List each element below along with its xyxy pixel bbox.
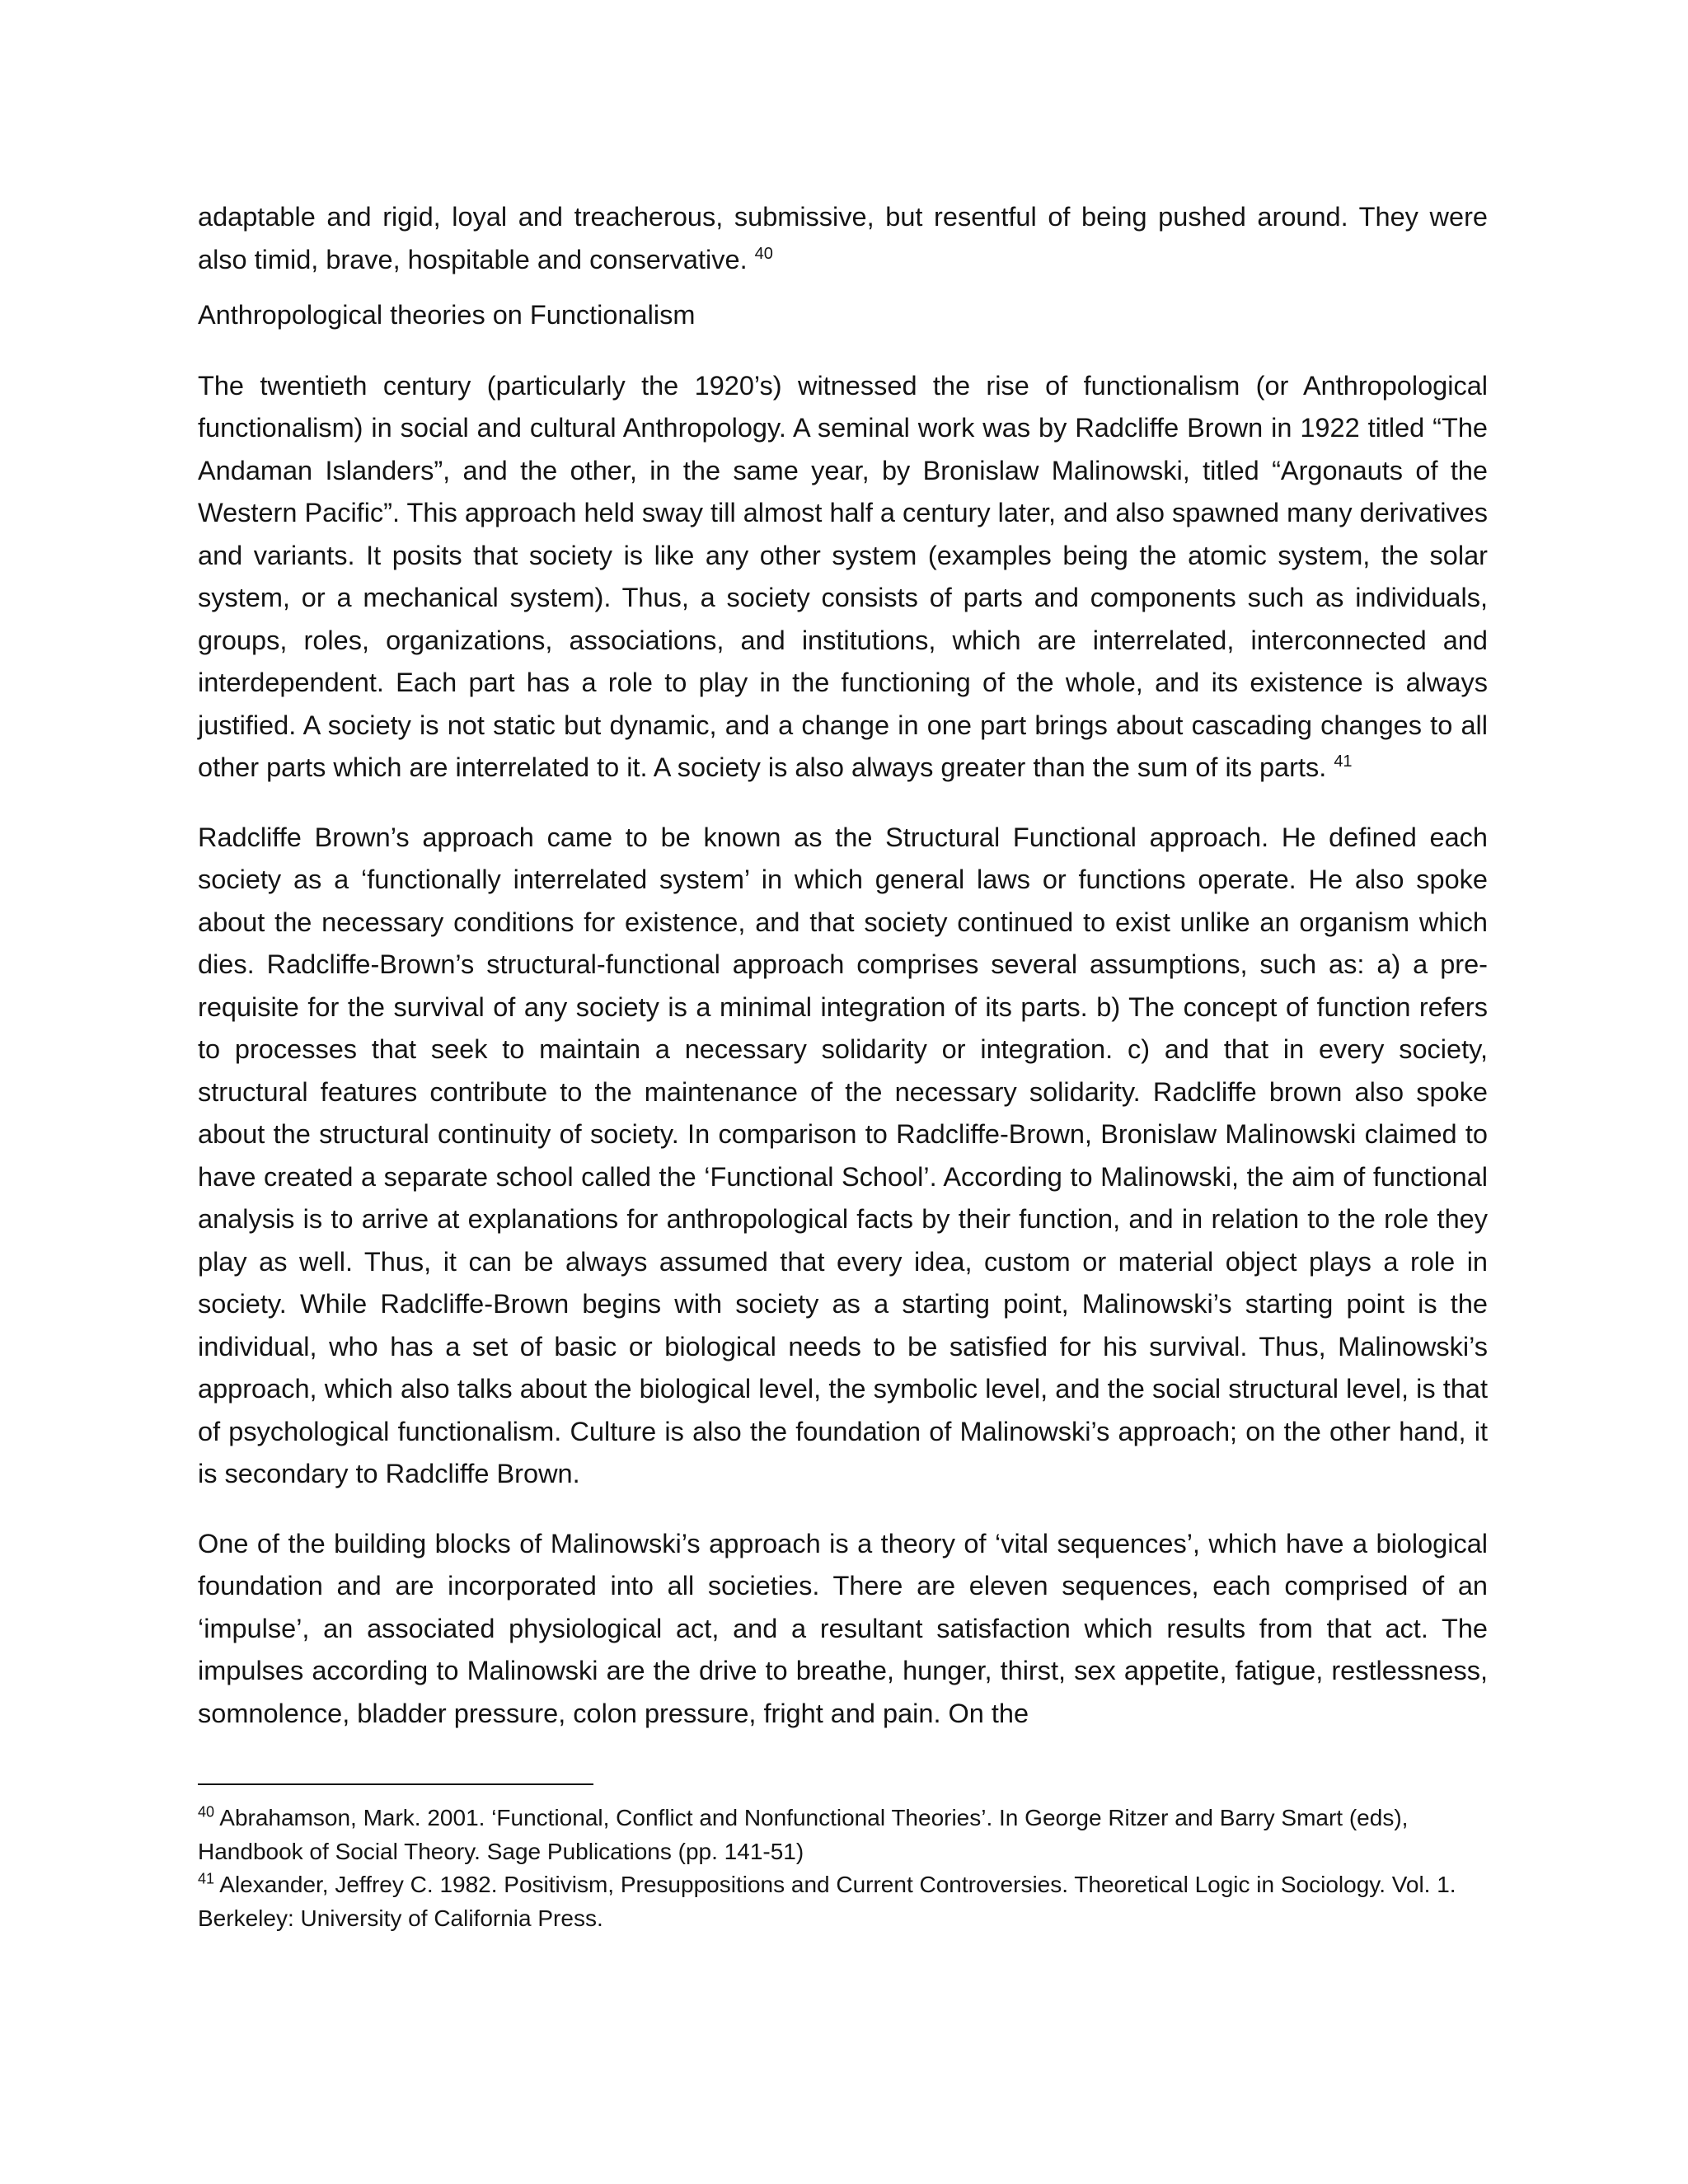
continued-paragraph (198, 196, 1488, 281)
footnote-number: 40 (198, 1803, 215, 1821)
paragraph-text: One of the building blocks of Malinowski’s approach is a theory of ‘vital sequences’, which have a biological foundation and are incorporated into all societies. There are eleven sequences, each comprised of an ‘impulse’, an associated physiological act, and a resultant satisfaction which results from that act. The impulses according to Malinowski are the drive to breathe, hunger, thirst, sex appetite, fatigue, restlessness, somnolence, bladder pressure, colon pressure, fright and pain. On the (198, 1528, 1488, 1728)
document-body (198, 196, 1488, 1762)
paragraph-functionalism-intro (198, 365, 1488, 790)
section-heading: Anthropological theories on Functionalism (198, 300, 696, 330)
footnotes-section (198, 1783, 1488, 1935)
footnote-text: Alexander, Jeffrey C. 1982. Positivism, Presuppositions and Current Controversies. Theoretical Logic in Sociology. Vol. 1. Berkeley: University of California Press. (198, 1872, 1456, 1931)
paragraph-text: adaptable and rigid, loyal and treacherous, submissive, but resentful of being pushed around. They were also timid, brave, hospitable and conservative. (198, 202, 1488, 274)
paragraph-text: The twentieth century (particularly the 1920’s) witnessed the rise of functionalism (or Anthropological functionalism) in social and cultural Anthropology. A seminal work was by Radcliffe Brown in 1922 titled “The Andaman Islanders”, and the other, in the same year, by Bronislaw Malinowski, titled “Argonauts of the Western Pacific”. This approach held sway till almost half a century later, and also spawned many derivatives and variants. It posits that society is like any other system (examples being the atomic system, the solar system, or a mechanical system). Thus, a society consists of parts and components such as individuals, groups, roles, organizations, associations, and institutions, which are interrelated, interconnected and interdependent. Each part has a role to play in the functioning of the whole, and its existence is always justified. A society is not static but dynamic, and a change in one part brings about cascading changes to all other parts which are interrelated to it. A society is also always greater than the sum of its parts. (198, 370, 1488, 782)
footnote-ref-40[interactable]: 40 (754, 244, 773, 263)
footnote-number: 41 (198, 1870, 215, 1887)
footnote-41 (198, 1868, 1488, 1935)
footnote-text: Abrahamson, Mark. 2001. ‘Functional, Conflict and Nonfunctional Theories’. In George Ritzer and Barry Smart (eds), Handbook of Social Theory. Sage Publications (pp. 141-51) (198, 1805, 1409, 1864)
footnote-ref-41[interactable]: 41 (1334, 752, 1353, 771)
footnote-divider (198, 1783, 593, 1785)
paragraph-radcliffe-brown (198, 817, 1488, 1496)
paragraph-text: Radcliffe Brown’s approach came to be known as the Structural Functional approach. He defined each society as a ‘functionally interrelated system’ in which general laws or functions operate. He also spoke about the necessary conditions for existence, and that society continued to exist unlike an organism which dies. Radcliffe-Brown’s structural-functional approach comprises several assumptions, such as: a) a pre-requisite for the survival of any society is a minimal integration of its parts. b) The concept of function refers to processes that seek to maintain a necessary solidarity or integration. c) and that in every society, structural features contribute to the maintenance of the necessary solidarity. Radcliffe brown also spoke about the structural continuity of society. In comparison to Radcliffe-Brown, Bronislaw Malinowski claimed to have created a separate school called the ‘Functional School’. According to Malinowski, the aim of functional analysis is to arrive at explanations for anthropological facts by their function, and in relation to the role they play as well. Thus, it can be always assumed that every idea, custom or material object plays a role in society. While Radcliffe-Brown begins with society as a starting point, Malinowski’s starting point is the individual, who has a set of basic or biological needs to be satisfied for his survival. Thus, Malinowski’s approach, which also talks about the biological level, the symbolic level, and the social structural level, is that of psychological functionalism. Culture is also the foundation of Malinowski’s approach; on the other hand, it is secondary to Radcliffe Brown. (198, 822, 1488, 1488)
paragraph-vital-sequences (198, 1523, 1488, 1736)
footnote-40 (198, 1802, 1488, 1868)
